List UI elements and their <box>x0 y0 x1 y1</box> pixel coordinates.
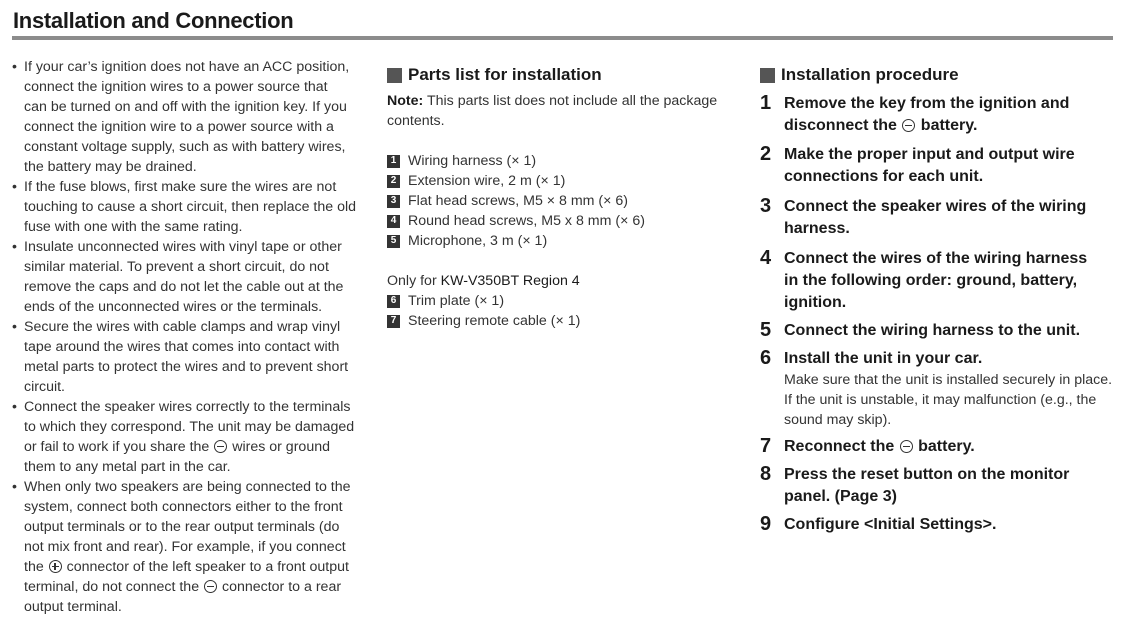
parts-heading-text: Parts list for installation <box>408 65 602 84</box>
note-item: • Connect the speaker wires correctly to the terminals to which they correspond. The unit may be damaged or fail to work if you share the wires or ground them to any metal part in the car. <box>12 397 367 477</box>
plus-circle-icon <box>49 560 62 573</box>
step-text: Press the reset button on the monitor panel. (Page 3) <box>784 466 1070 505</box>
step-number: 8 <box>760 463 772 485</box>
step-text: Connect the wires of the wiring harness in the following order: ground, battery, ignition. <box>784 250 1088 311</box>
model-note <box>387 271 732 291</box>
part-number: 6 <box>387 295 400 308</box>
procedure-heading-text: Installation procedure <box>781 65 959 84</box>
procedure-step <box>760 248 1116 314</box>
part-item <box>387 291 732 311</box>
procedure-heading <box>760 63 1116 87</box>
step-text: Connect the speaker wires of the wiring harness. <box>784 198 1087 237</box>
part-number: 2 <box>387 175 400 188</box>
procedure-step <box>760 436 1116 458</box>
minus-circle-icon <box>214 440 227 453</box>
step-number: 2 <box>760 143 772 165</box>
part-item <box>387 191 732 211</box>
part-number: 4 <box>387 215 400 228</box>
step-number: 6 <box>760 347 772 369</box>
note-item: • If your car’s ignition does not have an ACC position, connect the ignition wires to a power source that can be turned on and off with the ignition key. If you connect the ignition wire to a power source with a constant voltage supply, such as with battery wires, the battery may be drained. <box>12 57 367 177</box>
part-item <box>387 151 732 171</box>
parts-column <box>387 63 732 331</box>
part-number: 3 <box>387 195 400 208</box>
parts-heading <box>387 63 732 87</box>
page-title: Installation and Connection <box>13 8 294 33</box>
square-bullet-icon <box>387 68 402 83</box>
note-item: • If the fuse blows, first make sure the wires are not touching to cause a short circuit, then replace the old fuse with one with the same rating. <box>12 177 367 237</box>
note-text: This parts list does not include all the package contents. <box>387 93 718 129</box>
part-number: 7 <box>387 315 400 328</box>
step-number: 5 <box>760 319 772 341</box>
model-name: KW-V350BT Region 4 <box>440 273 580 289</box>
step-number: 7 <box>760 435 772 457</box>
notes-column <box>12 57 367 617</box>
note-label: Note: <box>387 93 424 109</box>
note-item: • Secure the wires with cable clamps and wrap vinyl tape around the wires that comes into contact with metal parts to protect the wires and to prevent short circuit. <box>12 317 367 397</box>
step-text: Reconnect the battery. <box>784 438 975 455</box>
part-item <box>387 311 732 331</box>
minus-circle-icon <box>204 580 217 593</box>
only-prefix: Only for <box>387 273 441 289</box>
procedure-column <box>760 63 1116 536</box>
parts-note <box>387 91 732 131</box>
procedure-step <box>760 514 1116 536</box>
part-label: Trim plate (× 1) <box>408 293 505 309</box>
part-number: 5 <box>387 235 400 248</box>
step-text: Install the unit in your car. <box>784 350 983 367</box>
part-item <box>387 171 732 191</box>
steps-list <box>760 93 1116 536</box>
part-label: Microphone, 3 m (× 1) <box>408 233 548 249</box>
step-detail: Make sure that the unit is installed securely in place. If the unit is unstable, it may malfunction (e.g., the sound may skip). <box>784 372 1113 428</box>
note-item: • Insulate unconnected wires with vinyl tape or other similar material. To prevent a short circuit, do not remove the caps and do not let the cable out at the ends of the unconnected wires or the terminals. <box>12 237 367 317</box>
part-label: Wiring harness (× 1) <box>408 153 537 169</box>
step-number: 1 <box>760 92 772 114</box>
parts-list <box>387 151 732 251</box>
step-number: 9 <box>760 513 772 535</box>
part-item <box>387 211 732 231</box>
step-text: Connect the wiring harness to the unit. <box>784 322 1081 339</box>
part-item <box>387 231 732 251</box>
minus-circle-icon <box>902 119 915 132</box>
note-item: • When only two speakers are being connected to the system, connect both connectors either to the front output terminals or to the rear output terminals (do not mix front and rear). For example, if you connect the connector of the left speaker to a front output terminal, do not connect the connector to a rear output terminal. <box>12 477 367 617</box>
procedure-step <box>760 464 1116 508</box>
step-number: 3 <box>760 195 772 217</box>
procedure-step <box>760 93 1116 137</box>
title-rule <box>12 36 1113 40</box>
step-text: Remove the key from the ignition and disconnect the battery. <box>784 95 1070 134</box>
part-label: Extension wire, 2 m (× 1) <box>408 173 566 189</box>
part-label: Round head screws, M5 x 8 mm (× 6) <box>408 213 645 229</box>
part-number: 1 <box>387 155 400 168</box>
procedure-step <box>760 196 1116 240</box>
step-text: Make the proper input and output wire connections for each unit. <box>784 146 1075 185</box>
minus-circle-icon <box>900 440 913 453</box>
part-label: Steering remote cable (× 1) <box>408 313 581 329</box>
procedure-step <box>760 320 1116 342</box>
part-label: Flat head screws, M5 × 8 mm (× 6) <box>408 193 628 209</box>
square-bullet-icon <box>760 68 775 83</box>
notes-list <box>12 57 367 617</box>
step-number: 4 <box>760 247 772 269</box>
procedure-step <box>760 144 1116 188</box>
step-text: Configure <Initial Settings>. <box>784 516 997 533</box>
procedure-step <box>760 348 1116 430</box>
extra-parts-list <box>387 291 732 331</box>
